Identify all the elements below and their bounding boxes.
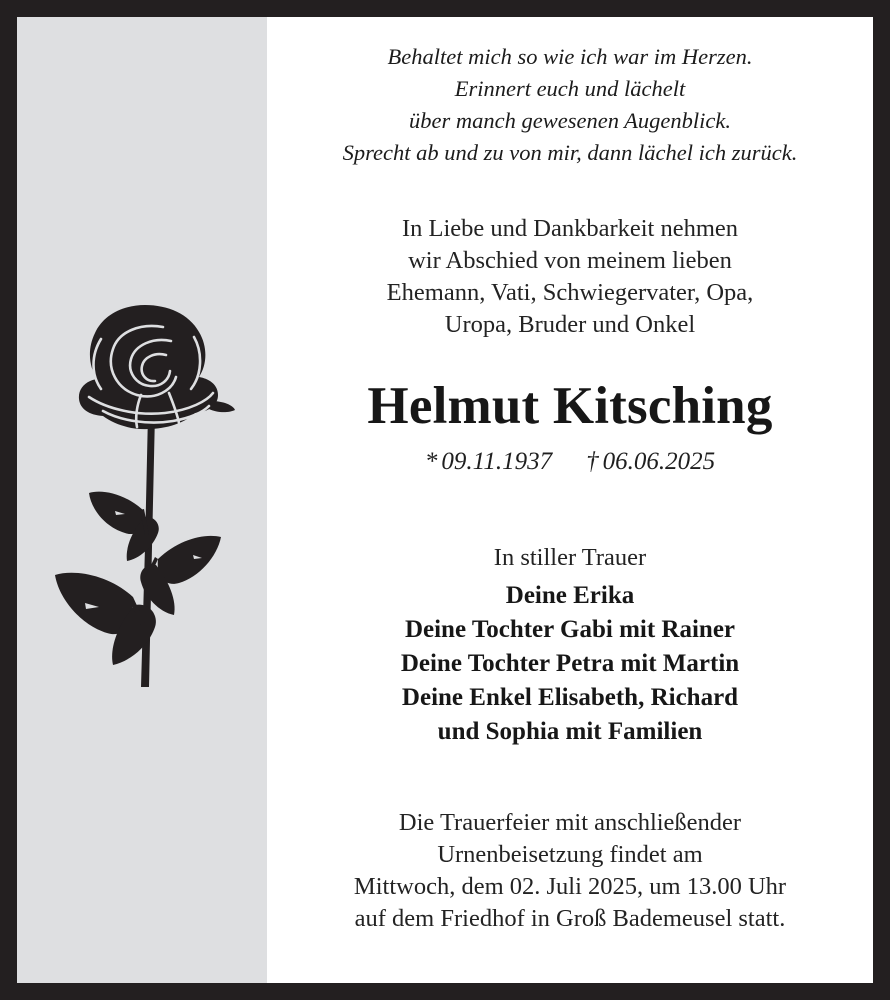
mourner-line: Deine Tochter Gabi mit Rainer	[404, 616, 736, 643]
death-cross-icon: †	[586, 448, 599, 475]
birth-date: 09.11.1937	[441, 448, 553, 475]
notice-inner	[17, 17, 873, 983]
verse-line: über manch gewesenen Augenblick.	[409, 108, 731, 133]
deceased-name: Helmut Kitsching	[367, 377, 773, 435]
ceremony-line: Die Trauerfeier mit anschließender	[398, 809, 742, 836]
dedication-line: Ehemann, Vati, Schwiegervater, Opa,	[386, 279, 754, 306]
mourners-list	[285, 579, 855, 749]
mourner-line: Deine Tochter Petra mit Martin	[400, 650, 740, 677]
mourner-line: Deine Enkel Elisabeth, Richard	[401, 684, 739, 711]
mourner-line: Deine Erika	[505, 582, 635, 609]
birth-star-icon: *	[424, 448, 438, 475]
ceremony-line: auf dem Friedhof in Groß Bademeusel statt.	[354, 905, 786, 932]
dedication-text	[285, 213, 855, 341]
notice-content	[267, 17, 873, 983]
memorial-verse	[285, 41, 855, 169]
rose-illustration	[45, 297, 245, 697]
ceremony-line: Mittwoch, dem 02. Juli 2025, um 13.00 Uhr	[353, 873, 787, 900]
dedication-line: wir Abschied von meinem lieben	[408, 247, 732, 274]
ceremony-line: Urnenbeisetzung findet am	[437, 841, 703, 868]
dedication-line: Uropa, Bruder und Onkel	[444, 311, 696, 338]
mourning-intro: In stiller Trauer	[493, 544, 647, 571]
mourner-line: und Sophia mit Familien	[437, 718, 703, 745]
artwork-panel	[17, 17, 267, 983]
ceremony-details	[285, 807, 855, 935]
verse-line: Sprecht ab und zu von mir, dann lächel ich zurück.	[342, 140, 798, 165]
life-dates	[285, 447, 855, 477]
verse-line: Erinnert euch und lächelt	[454, 76, 686, 101]
death-date: 06.06.2025	[602, 448, 716, 475]
verse-line: Behaltet mich so wie ich war im Herzen.	[387, 44, 753, 69]
dedication-line: In Liebe und Dankbarkeit nehmen	[401, 215, 739, 242]
